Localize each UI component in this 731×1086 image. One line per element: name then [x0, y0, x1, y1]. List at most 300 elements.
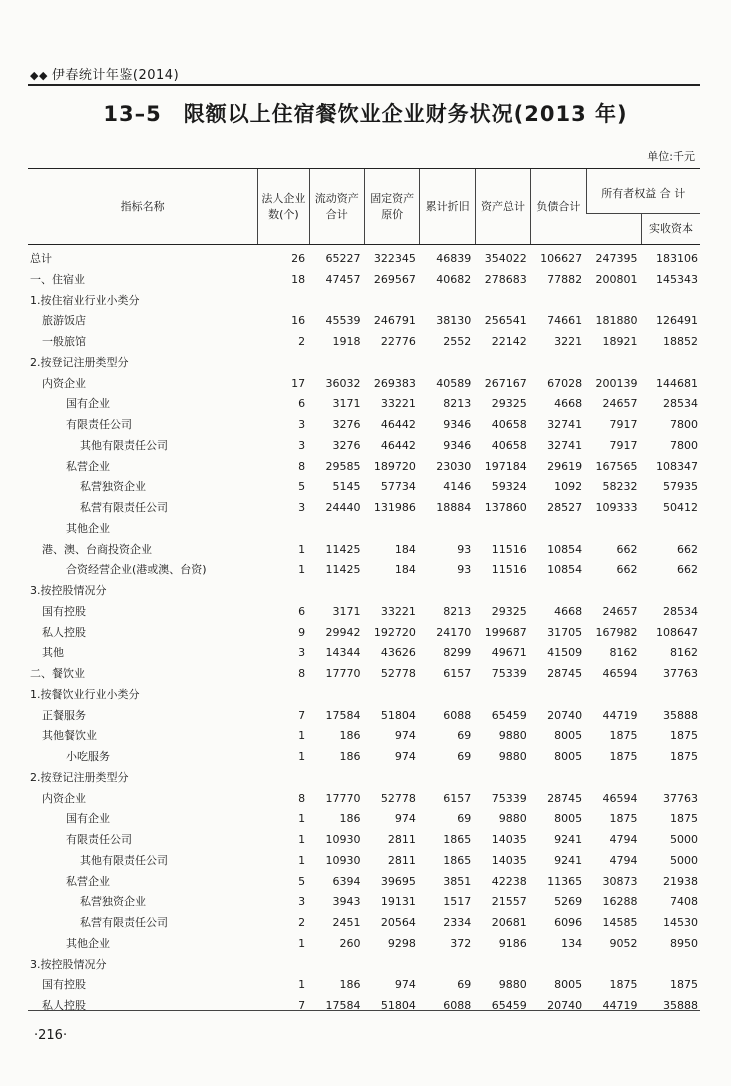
table-row	[28, 955, 700, 976]
value-cell: 246791	[373, 314, 416, 328]
value-cell: 14035	[491, 853, 527, 867]
value-cell: 9241	[554, 833, 583, 846]
financial-table	[28, 168, 700, 1017]
value-cell: 1875	[670, 812, 698, 826]
col-header-owners-equity-total-spacer	[586, 214, 641, 245]
row-label: 旅游饭店	[42, 314, 86, 328]
row-label: 私营企业	[66, 874, 110, 888]
table-title	[0, 98, 731, 128]
value-cell	[258, 353, 309, 374]
row-label: 其他餐饮业	[42, 729, 97, 743]
value-cell: 8005	[554, 750, 583, 763]
value-cell: 49671	[491, 646, 527, 660]
value-cell: 322345	[373, 252, 416, 265]
value-cell: 9186	[498, 936, 527, 950]
value-cell	[642, 353, 700, 374]
value-cell: 5000	[670, 833, 698, 846]
value-cell: 41509	[547, 646, 583, 660]
value-cell: 26	[291, 252, 306, 265]
value-cell	[586, 291, 641, 312]
value-cell: 57734	[380, 480, 416, 494]
col-header-current-assets: 流动资产合计	[309, 169, 364, 245]
value-cell: 4146	[443, 480, 472, 494]
table-row	[28, 685, 700, 706]
value-cell: 7	[298, 999, 306, 1012]
value-cell	[420, 291, 475, 312]
value-cell: 46594	[602, 791, 638, 805]
value-cell: 1875	[609, 978, 638, 992]
value-cell: 20564	[380, 916, 416, 929]
value-cell: 65227	[325, 252, 361, 265]
value-cell: 2811	[387, 833, 416, 846]
value-cell: 3171	[332, 604, 361, 618]
value-cell: 24657	[602, 397, 638, 411]
value-cell: 44719	[602, 999, 638, 1012]
value-cell	[420, 768, 475, 789]
value-cell: 32741	[547, 438, 583, 452]
value-cell: 1092	[554, 480, 583, 494]
table-row	[28, 664, 700, 685]
value-cell: 2552	[443, 335, 472, 348]
value-cell	[364, 291, 419, 312]
value-cell: 40589	[436, 376, 472, 390]
row-label: 一般旅馆	[42, 335, 86, 348]
row-label: 总计	[30, 252, 52, 265]
value-cell: 50412	[663, 501, 698, 514]
value-cell: 46839	[436, 252, 472, 265]
value-cell: 23030	[436, 459, 472, 473]
value-cell: 354022	[484, 252, 527, 265]
value-cell: 22776	[380, 335, 416, 348]
value-cell: 44719	[602, 708, 638, 722]
value-cell: 2811	[387, 853, 416, 867]
row-label: 其他企业	[66, 936, 110, 950]
value-cell: 11516	[491, 542, 527, 556]
table-row	[28, 311, 700, 332]
table-row	[28, 353, 700, 374]
row-label: 2.按登记注册类型分	[30, 355, 129, 369]
row-label: 有限责任公司	[66, 833, 132, 846]
value-cell: 14585	[602, 916, 638, 929]
row-label: 其他企业	[66, 521, 110, 535]
value-cell: 18921	[602, 335, 638, 348]
value-cell: 75339	[491, 667, 527, 680]
value-cell: 2	[298, 916, 306, 929]
value-cell: 16288	[602, 895, 638, 909]
value-cell: 3943	[332, 895, 361, 909]
table-row	[28, 415, 700, 436]
table-row	[28, 498, 700, 519]
value-cell: 186	[339, 750, 361, 763]
value-cell: 17584	[325, 708, 361, 722]
value-cell: 4794	[609, 853, 638, 867]
value-cell: 7917	[609, 418, 638, 431]
value-cell: 11425	[325, 563, 361, 577]
value-cell: 93	[457, 563, 472, 577]
value-cell	[420, 353, 475, 374]
value-cell	[309, 955, 364, 976]
col-header-total-assets: 资产总计	[475, 169, 530, 245]
value-cell: 9880	[498, 729, 527, 743]
value-cell: 19131	[380, 895, 416, 909]
value-cell: 35888	[663, 708, 698, 722]
row-label: 其他	[42, 646, 64, 660]
value-cell	[475, 685, 530, 706]
value-cell: 186	[339, 729, 361, 743]
row-label: 3.按控股情况分	[30, 957, 107, 971]
value-cell: 28534	[663, 604, 698, 618]
value-cell: 69	[457, 729, 472, 743]
col-header-fixed-assets: 固定资产原价	[364, 169, 419, 245]
row-label: 其他有限责任公司	[80, 853, 168, 867]
value-cell: 106627	[540, 252, 583, 265]
value-cell: 22142	[491, 335, 527, 348]
table-row	[28, 996, 700, 1017]
value-cell: 278683	[484, 272, 527, 286]
value-cell: 184	[394, 542, 416, 556]
header-rule	[28, 84, 700, 86]
table-row	[28, 457, 700, 478]
table-row	[28, 789, 700, 810]
table-row	[28, 623, 700, 644]
value-cell: 77882	[547, 272, 583, 286]
table-bottom-rule	[28, 1010, 700, 1011]
value-cell: 28527	[547, 501, 583, 514]
value-cell: 8005	[554, 978, 583, 992]
value-cell: 40658	[491, 418, 527, 431]
value-cell: 5145	[332, 480, 361, 494]
value-cell	[531, 581, 586, 602]
value-cell: 52778	[380, 667, 416, 680]
value-cell: 8005	[554, 729, 583, 743]
value-cell: 40658	[491, 438, 527, 452]
value-cell	[309, 581, 364, 602]
value-cell: 29325	[491, 604, 527, 618]
value-cell: 197184	[484, 459, 527, 473]
value-cell: 6157	[443, 667, 472, 680]
value-cell: 167565	[595, 459, 638, 473]
value-cell: 17770	[325, 791, 361, 805]
value-cell: 1	[298, 936, 306, 950]
value-cell: 5269	[554, 895, 583, 909]
value-cell: 67028	[547, 376, 583, 390]
value-cell: 184	[394, 563, 416, 577]
value-cell: 9346	[443, 438, 472, 452]
value-cell: 3	[298, 438, 306, 452]
table-row	[28, 245, 700, 270]
value-cell: 65459	[491, 708, 527, 722]
value-cell: 42238	[491, 874, 527, 888]
row-label: 其他有限责任公司	[80, 438, 168, 452]
value-cell: 9880	[498, 812, 527, 826]
table-row	[28, 643, 700, 664]
value-cell: 36032	[325, 376, 361, 390]
value-cell: 2451	[332, 916, 361, 929]
value-cell: 3851	[443, 874, 472, 888]
row-label: 内资企业	[42, 791, 86, 805]
value-cell: 24657	[602, 604, 638, 618]
value-cell	[364, 685, 419, 706]
table-row	[28, 374, 700, 395]
value-cell: 126491	[656, 314, 698, 328]
value-cell	[420, 685, 475, 706]
value-cell	[642, 685, 700, 706]
value-cell: 134	[561, 936, 583, 950]
value-cell	[642, 581, 700, 602]
table-row	[28, 332, 700, 353]
value-cell: 6088	[443, 708, 472, 722]
row-label: 私营有限责任公司	[80, 501, 168, 514]
table-row	[28, 436, 700, 457]
value-cell: 43626	[380, 646, 416, 660]
value-cell: 1865	[443, 853, 472, 867]
table-row	[28, 892, 700, 913]
value-cell: 974	[394, 750, 416, 763]
value-cell: 7800	[670, 418, 698, 431]
value-cell: 74661	[547, 314, 583, 328]
value-cell: 8162	[670, 646, 698, 660]
value-cell: 14530	[663, 916, 698, 929]
table-body	[28, 245, 700, 1017]
row-label: 私营企业	[66, 459, 110, 473]
value-cell: 2	[298, 335, 306, 348]
value-cell	[475, 768, 530, 789]
value-cell: 17584	[325, 999, 361, 1012]
page-number: ·216·	[34, 1028, 68, 1043]
value-cell: 1	[298, 833, 306, 846]
value-cell: 186	[339, 978, 361, 992]
value-cell: 28745	[547, 667, 583, 680]
value-cell: 1	[298, 729, 306, 743]
value-cell: 20740	[547, 708, 583, 722]
row-label: 私人控股	[42, 625, 86, 639]
value-cell: 69	[457, 812, 472, 826]
value-cell: 131986	[373, 501, 416, 514]
value-cell: 69	[457, 750, 472, 763]
value-cell: 8	[298, 667, 306, 680]
row-label: 3.按控股情况分	[30, 584, 107, 597]
value-cell: 33221	[380, 604, 416, 618]
value-cell: 974	[394, 978, 416, 992]
value-cell: 4668	[554, 397, 583, 411]
value-cell: 1865	[443, 833, 472, 846]
value-cell: 9241	[554, 853, 583, 867]
value-cell: 6	[298, 397, 306, 411]
col-header-depreciation: 累计折旧	[420, 169, 475, 245]
diamond-icon: ◆◆	[30, 69, 48, 82]
value-cell: 186	[339, 812, 361, 826]
table-header	[28, 169, 700, 245]
value-cell: 1	[298, 978, 306, 992]
running-header-text: 伊春统计年鉴(2014)	[51, 68, 180, 83]
row-label: 国有控股	[42, 978, 86, 992]
value-cell	[475, 581, 530, 602]
row-label: 国有企业	[66, 397, 110, 411]
value-cell: 662	[616, 563, 638, 577]
value-cell: 260	[339, 936, 361, 950]
table-row	[28, 270, 700, 291]
value-cell	[642, 768, 700, 789]
value-cell	[586, 519, 641, 540]
table-row	[28, 975, 700, 996]
value-cell: 1	[298, 750, 306, 763]
value-cell: 9052	[609, 936, 638, 950]
value-cell	[258, 768, 309, 789]
value-cell: 51804	[380, 708, 416, 722]
table-row	[28, 747, 700, 768]
value-cell	[420, 581, 475, 602]
value-cell	[258, 519, 309, 540]
value-cell: 29585	[325, 459, 361, 473]
col-header-firms: 法人企业数(个)	[258, 169, 309, 245]
value-cell: 192720	[373, 625, 416, 639]
value-cell: 6088	[443, 999, 472, 1012]
value-cell	[258, 291, 309, 312]
value-cell	[642, 955, 700, 976]
value-cell	[309, 291, 364, 312]
value-cell: 14344	[325, 646, 361, 660]
row-label: 港、澳、台商投资企业	[42, 542, 152, 556]
value-cell	[586, 955, 641, 976]
value-cell: 5	[298, 480, 306, 494]
value-cell: 974	[394, 812, 416, 826]
value-cell	[364, 768, 419, 789]
value-cell	[258, 955, 309, 976]
value-cell: 37763	[663, 667, 698, 680]
value-cell: 40682	[436, 272, 472, 286]
value-cell: 75339	[491, 791, 527, 805]
col-header-total-liabilities: 负债合计	[531, 169, 586, 245]
value-cell: 38130	[436, 314, 472, 328]
value-cell: 1517	[443, 895, 472, 909]
col-header-name: 指标名称	[28, 169, 258, 245]
value-cell: 9880	[498, 978, 527, 992]
value-cell	[364, 581, 419, 602]
col-header-paid-in-capital: 实收资本	[642, 214, 700, 245]
row-label: 国有企业	[66, 812, 110, 826]
table-row	[28, 706, 700, 727]
table-row	[28, 913, 700, 934]
value-cell: 29619	[547, 459, 583, 473]
value-cell: 167982	[595, 625, 638, 639]
value-cell: 11365	[547, 874, 583, 888]
table-row	[28, 540, 700, 561]
value-cell: 8	[298, 791, 306, 805]
value-cell: 974	[394, 729, 416, 743]
value-cell: 6157	[443, 791, 472, 805]
value-cell	[586, 353, 641, 374]
value-cell: 4668	[554, 604, 583, 618]
value-cell: 51804	[380, 999, 416, 1012]
value-cell: 7800	[670, 438, 698, 452]
value-cell: 3	[298, 646, 306, 660]
value-cell: 46442	[380, 438, 416, 452]
value-cell: 10854	[547, 563, 583, 577]
value-cell: 11425	[325, 542, 361, 556]
table-row	[28, 519, 700, 540]
table-row	[28, 851, 700, 872]
value-cell: 10930	[325, 833, 361, 846]
value-cell: 57935	[663, 480, 698, 494]
value-cell: 662	[616, 542, 638, 556]
value-cell: 37763	[663, 791, 698, 805]
value-cell: 183106	[656, 252, 698, 265]
value-cell: 7408	[670, 895, 698, 909]
value-cell: 1875	[609, 729, 638, 743]
value-cell: 8005	[554, 812, 583, 826]
row-label: 私营独资企业	[80, 895, 146, 909]
value-cell: 8213	[443, 397, 472, 411]
table-row	[28, 830, 700, 851]
value-cell: 59324	[491, 480, 527, 494]
value-cell: 18884	[436, 501, 472, 514]
value-cell: 24440	[325, 501, 361, 514]
value-cell: 8950	[670, 936, 698, 950]
value-cell: 662	[677, 563, 698, 577]
unit-label: 单位:千元	[647, 150, 695, 163]
value-cell	[309, 685, 364, 706]
value-cell: 28745	[547, 791, 583, 805]
row-label: 二、餐饮业	[30, 667, 85, 680]
value-cell: 144681	[656, 376, 698, 390]
value-cell: 47457	[325, 272, 361, 286]
table-row	[28, 726, 700, 747]
value-cell: 137860	[484, 501, 527, 514]
value-cell	[364, 519, 419, 540]
value-cell: 16	[291, 314, 306, 328]
table-row	[28, 291, 700, 312]
value-cell: 93	[457, 542, 472, 556]
value-cell: 3	[298, 501, 306, 514]
value-cell	[309, 519, 364, 540]
value-cell	[586, 581, 641, 602]
value-cell: 20681	[491, 916, 527, 929]
value-cell	[531, 955, 586, 976]
running-header	[30, 64, 179, 83]
value-cell: 1	[298, 812, 306, 826]
value-cell: 35888	[663, 999, 698, 1012]
value-cell	[531, 768, 586, 789]
value-cell	[475, 519, 530, 540]
value-cell: 9346	[443, 418, 472, 431]
value-cell	[475, 955, 530, 976]
value-cell: 1918	[332, 335, 361, 348]
value-cell	[531, 685, 586, 706]
value-cell: 9298	[387, 936, 416, 950]
table-row	[28, 477, 700, 498]
table-title-text: 限额以上住宿餐饮业企业财务状况(2013 年)	[183, 102, 628, 126]
value-cell: 39695	[380, 874, 416, 888]
value-cell: 58232	[602, 480, 638, 494]
row-label: 有限责任公司	[66, 418, 132, 431]
value-cell: 30873	[602, 874, 638, 888]
value-cell: 1875	[609, 750, 638, 763]
value-cell: 109333	[595, 501, 638, 514]
row-label: 1.按餐饮业行业小类分	[30, 687, 140, 701]
value-cell: 256541	[484, 314, 527, 328]
value-cell: 10930	[325, 853, 361, 867]
table-row	[28, 809, 700, 830]
value-cell: 3276	[332, 438, 361, 452]
value-cell: 3	[298, 418, 306, 431]
table-row	[28, 560, 700, 581]
value-cell: 8162	[609, 646, 638, 660]
row-label: 1.按住宿业行业小类分	[30, 293, 140, 307]
value-cell: 46594	[602, 667, 638, 680]
value-cell: 145343	[656, 272, 698, 286]
value-cell: 9	[298, 625, 306, 639]
value-cell: 200139	[595, 376, 638, 390]
